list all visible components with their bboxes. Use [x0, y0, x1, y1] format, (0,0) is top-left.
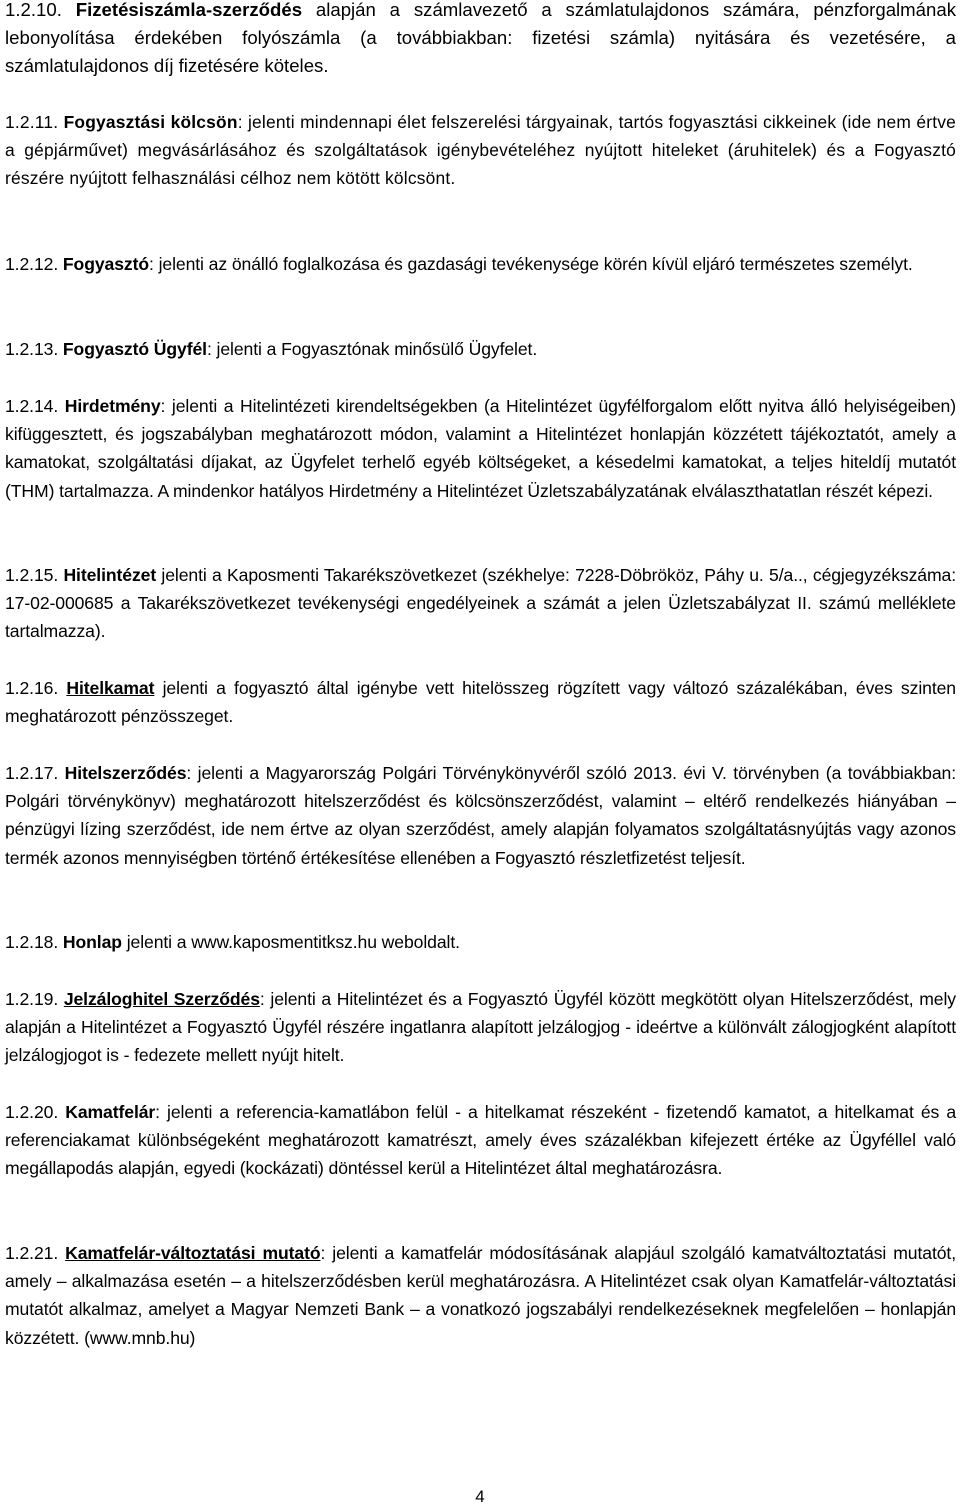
paragraph-text: : jelenti a kamatfelár módosításának alapjául szolgáló kamatváltoztatási mutatót, amely – alkalmazása esetén – a hitelszerződésben kerül meghatározásra. A Hitelintézet csak olyan Kamatfelár-változtatási mutatót alkalmaz, amelyet a Magyar Nemzeti Bank – a vonatkozó jogszabályi rendelkezéseknek megfelelően – honlapján közzétett. (www.mnb.hu): [5, 1243, 956, 1348]
paragraph-1-2-19: [5, 985, 956, 1070]
paragraph-number: 1.2.19.: [5, 989, 59, 1009]
paragraph-text: jelenti a Kaposmenti Takarékszövetkezet (székhelye: 7228-Döbrököz, Páhy u. 5/a.., cégjegyzékszáma: 17-02-000685 a Takarékszövetkezet tevékenységi engedélyeinek a számát a jelen Üzletszabályzat II. számú melléklete tartalmazza).: [5, 565, 956, 642]
paragraph-number: 1.2.20.: [5, 1102, 59, 1122]
paragraph-1-2-10: [5, 0, 956, 81]
defined-term: Hirdetmény: [64, 396, 161, 416]
paragraph-number: 1.2.21.: [5, 1243, 59, 1263]
defined-term: Fogyasztó: [62, 254, 150, 274]
paragraph-number: 1.2.18.: [5, 932, 59, 952]
paragraph-text: : jelenti a Magyarország Polgári Törvénykönyvéről szóló 2013. évi V. törvényben (a továbbiakban: Polgári törvénykönyv) meghatározott hitelszerződést és kölcsönszerződést, valamint – eltérő rendelkezés hiányában – pénzügyi lízing szerződést, ide nem értve az olyan szerződést, amely alapján folyamatos szolgáltatásnyújtás vagy azonos termék azonos mennyiségben történő értékesítése ellenében a Fogyasztó részletfizetést teljesít.: [5, 763, 956, 868]
paragraph-text: : jelenti az önálló foglalkozása és gazdasági tevékenysége körén kívül eljáró természetes személyt.: [149, 254, 913, 274]
paragraph-text: jelenti a www.kaposmentitksz.hu weboldalt.: [121, 932, 460, 952]
paragraph-text: jelenti a fogyasztó által igénybe vett hitelösszeg rögzített vagy változó százalékában, éves szinten meghatározott pénzösszeget.: [5, 678, 956, 727]
paragraph-text: alapján a számlavezető a számlatulajdonos számára, pénzforgalmának lebonyolítása érdekében folyószámla (a továbbiakban: fizetési számla) nyitására és vezetésére, a számlatulajdonos díj fizetésére köteles.: [5, 0, 956, 77]
paragraph-number: 1.2.16.: [5, 678, 59, 698]
defined-term: Fogyasztási kölcsön: [63, 112, 238, 132]
defined-term: Kamatfelár-változtatási mutató: [65, 1243, 321, 1263]
paragraph-text: : jelenti a referencia-kamatlábon felül - a hitelkamat részeként - fizetendő kamatot, a hitelkamat és a referenciakamat különbségeként meghatározott kamatrészt, amely éves százalékban kifejezett értéke az Ügyféllel való megállapodás alapján, egyedi (kockázati) döntéssel kerül a Hitelintézet által meghatározásra.: [5, 1102, 957, 1179]
paragraph-1-2-21: [5, 1239, 956, 1352]
paragraph-number: 1.2.11.: [5, 112, 59, 132]
defined-term: Hitelintézet: [63, 565, 157, 585]
paragraph-1-2-14: [5, 392, 956, 505]
page-number: 4: [475, 1487, 485, 1506]
defined-term: Honlap: [62, 932, 122, 952]
paragraph-text: : jelenti mindennapi élet felszerelési tárgyainak, tartós fogyasztási cikkeinek (ide nem értve a gépjárművet) megvásárlásához és szolgáltatások igénybevételéhez nyújtott hiteleket (áruhitelek) és a Fogyasztó részére nyújtott felhasználási célhoz nem kötött kölcsönt.: [5, 112, 956, 189]
paragraph-number: 1.2.14.: [5, 396, 59, 416]
paragraph-text: : jelenti a Fogyasztónak minősülő Ügyfelet.: [206, 339, 538, 359]
defined-term: Fizetésiszámla-szerződés: [75, 0, 303, 20]
paragraph-1-2-17: [5, 759, 956, 872]
paragraph-1-2-13: [5, 335, 956, 363]
paragraph-number: 1.2.13.: [5, 339, 59, 359]
paragraph-1-2-12: [5, 250, 956, 278]
paragraph-number: 1.2.17.: [5, 763, 59, 783]
paragraph-number: 1.2.10.: [5, 0, 62, 20]
defined-term: Fogyasztó Ügyfél: [62, 339, 207, 359]
paragraph-number: 1.2.12.: [5, 254, 59, 274]
defined-term: Jelzáloghitel Szerződés: [63, 989, 260, 1009]
defined-term: Hitelszerződés: [64, 763, 187, 783]
paragraph-1-2-11: [5, 108, 956, 193]
defined-term: Hitelkamat: [66, 678, 155, 698]
paragraph-1-2-16: [5, 674, 956, 730]
paragraph-text: : jelenti a Hitelintézeti kirendeltségekben (a Hitelintézet ügyfélforgalom előtt nyitva álló helyiségeiben) kifüggesztett, és jogszabályban meghatározott módon, valamint a Hitelintézet honlapján közzétett tájékoztatót, amely a kamatokat, szolgáltatási díjakat, az Ügyfelet terhelő egyéb költségeket, a késedelmi kamatokat, a teljes hiteldíj mutatót (THM) tartalmazza. A mindenkor hatályos Hirdetmény a Hitelintézet Üzletszabályzatának elválaszthatatlan részét képezi.: [5, 396, 957, 501]
defined-term: Kamatfelár: [65, 1102, 156, 1122]
paragraph-text: : jelenti a Hitelintézet és a Fogyasztó Ügyfél között megkötött olyan Hitelszerződést, mely alapján a Hitelintézet a Fogyasztó Ügyfél részére ingatlanra alapított jelzálogjog - ideértve a különvált zálogjogként alapított jelzálogjogot is - fedezete mellett nyújt hitelt.: [5, 989, 956, 1066]
paragraph-1-2-18: [5, 928, 956, 956]
paragraph-number: 1.2.15.: [5, 565, 59, 585]
paragraph-1-2-15: [5, 561, 956, 646]
paragraph-1-2-20: [5, 1098, 956, 1183]
